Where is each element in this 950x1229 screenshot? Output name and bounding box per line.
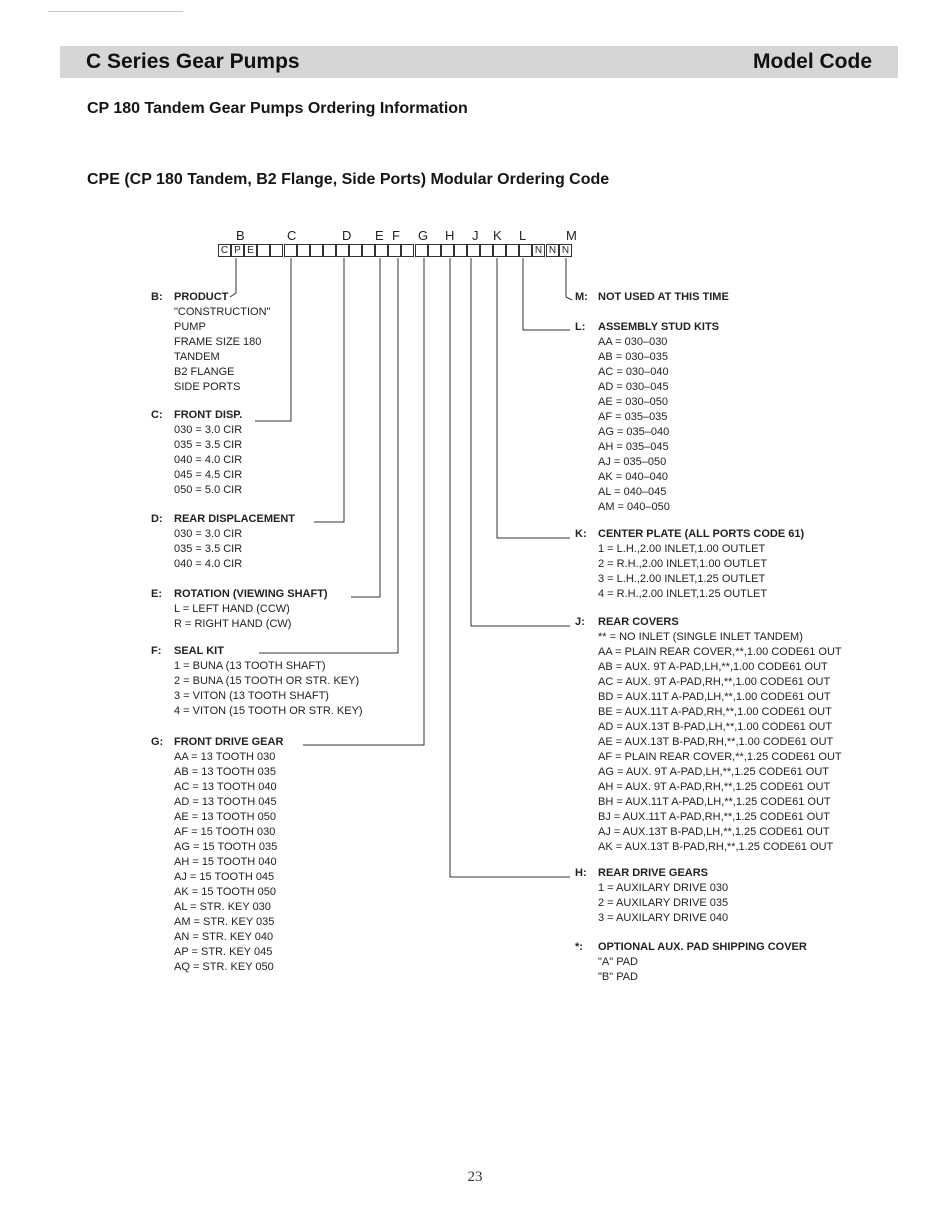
code-letter-j: J [472,228,479,243]
list-item: 2 = AUXILARY DRIVE 035 [598,897,729,909]
code-letter-g: G [418,228,429,243]
line-j [471,258,570,626]
list-item: BD = AUX.11T A-PAD,LH,**,1.00 CODE61 OUT [598,691,831,703]
section-key: E: [151,588,162,600]
list-item: AJ = 15 TOOTH 045 [174,871,275,883]
section-h-rear-drive-gears [575,866,729,926]
list-item: AP = STR. KEY 045 [174,946,273,958]
list-item: AN = STR. KEY 040 [174,931,274,943]
section-f-seal-kit [151,644,363,719]
section-key: B: [151,291,163,303]
list-item: 035 = 3.5 CIR [174,439,243,451]
section-title: ROTATION (VIEWING SHAFT) [174,588,328,600]
code-box: N [546,244,559,257]
list-item: BJ = AUX.11T A-PAD,RH,**,1.25 CODE61 OUT [598,811,831,823]
section-key: F: [151,645,162,657]
section-d-rear-displacement [151,512,296,572]
list-item: AE = 030–050 [598,396,669,408]
section-optional-shipping-cover [575,940,807,985]
list-item: AF = 035–035 [598,411,668,423]
section-b-product [151,290,271,395]
code-letter-c: C [287,228,297,243]
code-letter-f: F [392,228,400,243]
list-item: AA = 030–030 [598,336,668,348]
line-d [314,258,344,522]
model-code-title: Model Code [753,50,872,73]
code-box: N [559,244,572,257]
list-item: AB = 030–035 [598,351,669,363]
list-item: AA = PLAIN REAR COVER,**,1.00 CODE61 OUT [598,646,842,658]
code-letter-h: H [445,228,455,243]
section-title: NOT USED AT THIS TIME [598,291,729,303]
section-key: M: [575,291,588,303]
list-item: 050 = 5.0 CIR [174,484,243,496]
code-box: E [244,244,257,257]
section-title: OPTIONAL AUX. PAD SHIPPING COVER [598,941,807,953]
list-item: AF = PLAIN REAR COVER,**,1.25 CODE61 OUT [598,751,842,763]
list-item: AJ = AUX.13T B-PAD,LH,**,1.25 CODE61 OUT [598,826,830,838]
section-key: *: [575,941,583,953]
list-item: AD = AUX.13T B-PAD,LH,**,1.00 CODE61 OUT [598,721,833,733]
list-item: AK = 040–040 [598,471,669,483]
section-l-assembly-stud-kits [575,320,720,515]
list-item: 1 = AUXILARY DRIVE 030 [598,882,729,894]
list-item: 2 = BUNA (15 TOOTH OR STR. KEY) [174,675,360,687]
line-l [523,258,570,330]
list-item: AD = 13 TOOTH 045 [174,796,277,808]
list-item: AJ = 035–050 [598,456,667,468]
list-item: 2 = R.H.,2.00 INLET,1.00 OUTLET [598,558,768,570]
list-item: SIDE PORTS [174,381,241,393]
list-item: 3 = VITON (13 TOOTH SHAFT) [174,690,329,702]
list-item: BH = AUX.11T A-PAD,LH,**,1.25 CODE61 OUT [598,796,831,808]
list-item: 040 = 4.0 CIR [174,558,243,570]
list-item: TANDEM [174,351,220,363]
list-item: AH = 035–045 [598,441,669,453]
list-item: "B" PAD [598,971,639,983]
list-item: AG = AUX. 9T A-PAD,LH,**,1.25 CODE61 OUT [598,766,829,778]
list-item: 040 = 4.0 CIR [174,454,243,466]
section-g-front-drive-gear [151,735,284,975]
section-key: K: [575,528,587,540]
section-key: J: [575,616,585,628]
list-item: AB = AUX. 9T A-PAD,LH,**,1.00 CODE61 OUT [598,661,828,673]
list-item: AC = 030–040 [598,366,669,378]
section-key: C: [151,409,163,421]
list-item: 4 = R.H.,2.00 INLET,1.25 OUTLET [598,588,768,600]
section-k-center-plate [575,527,805,602]
list-item: ** = NO INLET (SINGLE INLET TANDEM) [598,631,803,643]
list-item: PUMP [174,321,206,333]
code-letter-k: K [493,228,502,243]
line-h [450,258,570,877]
list-item: FRAME SIZE 180 [174,336,262,348]
section-e-rotation [151,587,328,632]
code-box: P [231,244,244,257]
list-item: AC = 13 TOOTH 040 [174,781,277,793]
list-item: AF = 15 TOOTH 030 [174,826,276,838]
list-item: 1 = L.H.,2.00 INLET,1.00 OUTLET [598,543,766,555]
section-title: SEAL KIT [174,645,224,657]
list-item: AM = 040–050 [598,501,670,513]
list-item: AK = AUX.13T B-PAD,RH,**,1.25 CODE61 OUT [598,841,834,853]
code-letter-b: B [236,228,245,243]
list-item: R = RIGHT HAND (CW) [174,618,292,630]
list-item: B2 FLANGE [174,366,235,378]
section-title: REAR DRIVE GEARS [598,867,709,879]
list-item: "A" PAD [598,956,639,968]
list-item: AH = AUX. 9T A-PAD,RH,**,1.25 CODE61 OUT [598,781,831,793]
list-item: AM = STR. KEY 035 [174,916,275,928]
code-box: C [218,244,231,257]
list-item: 3 = L.H.,2.00 INLET,1.25 OUTLET [598,573,766,585]
list-item: AG = 035–040 [598,426,670,438]
modular-code-heading: CPE (CP 180 Tandem, B2 Flange, Side Ports) Modular Ordering Code [87,171,610,188]
list-item: 4 = VITON (15 TOOTH OR STR. KEY) [174,705,363,717]
list-item: AE = 13 TOOTH 050 [174,811,277,823]
list-item: 030 = 3.0 CIR [174,424,243,436]
series-title: C Series Gear Pumps [86,50,300,73]
section-title: CENTER PLATE (ALL PORTS CODE 61) [598,528,805,540]
list-item: L = LEFT HAND (CCW) [174,603,290,615]
section-key: H: [575,867,587,879]
code-letter-e: E [375,228,384,243]
page-number: 23 [467,1169,483,1185]
list-item: 1 = BUNA (13 TOOTH SHAFT) [174,660,326,672]
section-key: G: [151,736,164,748]
list-item: AG = 15 TOOTH 035 [174,841,278,853]
ordering-info-heading: CP 180 Tandem Gear Pumps Ordering Information [87,100,468,117]
list-item: AH = 15 TOOTH 040 [174,856,277,868]
list-item: 3 = AUXILARY DRIVE 040 [598,912,729,924]
list-item: AB = 13 TOOTH 035 [174,766,277,778]
code-letter-d: D [342,228,352,243]
line-e [351,258,380,597]
list-item: AK = 15 TOOTH 050 [174,886,277,898]
section-j-rear-covers [575,615,842,855]
section-key: D: [151,513,163,525]
list-item: 030 = 3.0 CIR [174,528,243,540]
list-item: AL = STR. KEY 030 [174,901,271,913]
list-item: AQ = STR. KEY 050 [174,961,274,973]
list-item: AL = 040–045 [598,486,667,498]
section-c-front-disp [151,408,243,498]
code-letter-m: M [566,228,577,243]
list-item: AE = AUX.13T B-PAD,RH,**,1.00 CODE61 OUT [598,736,834,748]
code-letter-l: L [519,228,527,243]
section-title: ASSEMBLY STUD KITS [598,321,720,333]
section-title: FRONT DISP. [174,409,243,421]
line-m [566,258,572,300]
section-title: PRODUCT [174,291,229,303]
list-item: AD = 030–045 [598,381,669,393]
list-item: AC = AUX. 9T A-PAD,RH,**,1.00 CODE61 OUT [598,676,831,688]
section-m-not-used [575,290,729,305]
section-key: L: [575,321,586,333]
list-item: BE = AUX.11T A-PAD,RH,**,1.00 CODE61 OUT [598,706,832,718]
list-item: 035 = 3.5 CIR [174,543,243,555]
section-title: FRONT DRIVE GEAR [174,736,284,748]
section-title: REAR DISPLACEMENT [174,513,296,525]
list-item: 045 = 4.5 CIR [174,469,243,481]
code-box: N [532,244,545,257]
line-k [497,258,570,538]
list-item: "CONSTRUCTION" [174,306,271,318]
list-item: AA = 13 TOOTH 030 [174,751,276,763]
section-title: REAR COVERS [598,616,679,628]
